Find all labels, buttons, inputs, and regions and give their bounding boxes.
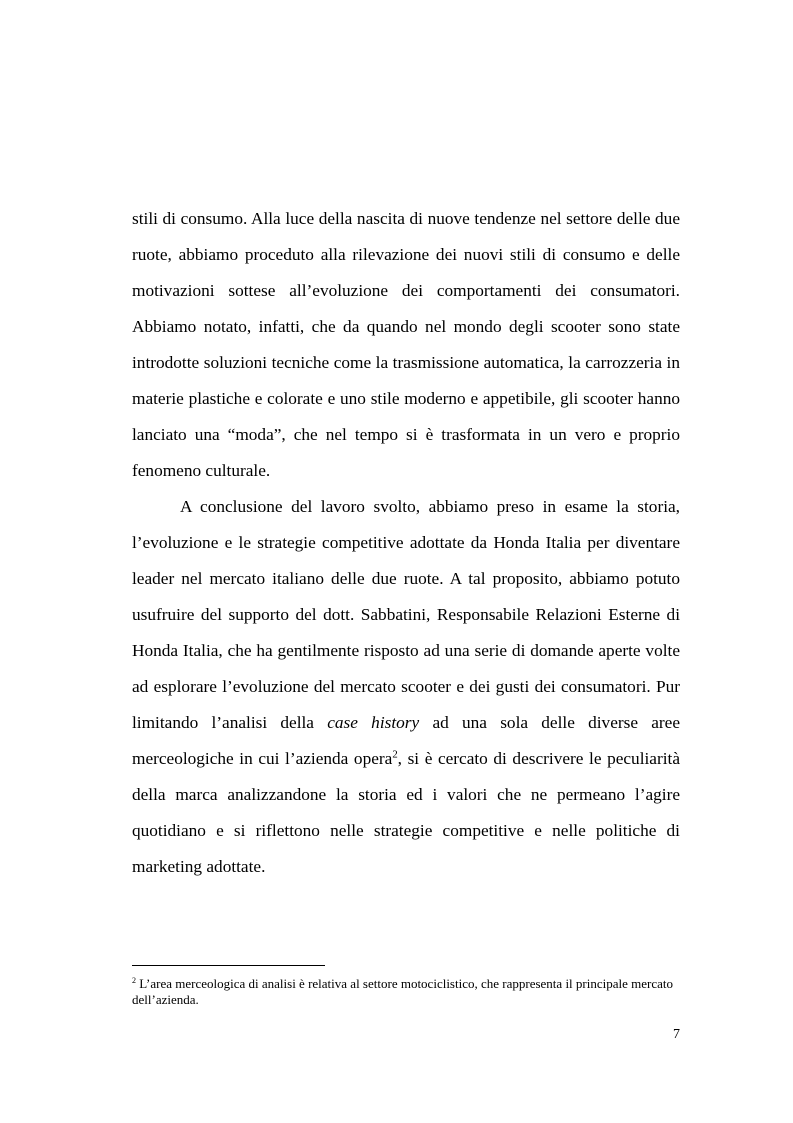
footnote-reference: 2: [392, 748, 398, 761]
paragraph-2-part-2: ad una sola delle diverse aree merceologiche in cui l’azienda opera: [132, 713, 681, 768]
footnote-separator: [132, 965, 325, 966]
page-number: 7: [673, 1027, 680, 1042]
body-text: [132, 201, 680, 885]
paragraph-2-part-1: A conclusione del lavoro svolto, abbiamo preso in esame la storia, l’evoluzione e le strategie competitive adottate da Honda Italia per diventare leader nel mercato italiano delle due ruote. A tal proposito, abbiamo potuto usufruire del supporto del dott. Sabbatini, Responsabile Relazioni Esterne di Honda Italia, che ha gentilmente risposto ad una serie di domande aperte volte ad esplorare l’evoluzione del mercato scooter e dei gusti dei consumatori. Pur limitando l’analisi della: [132, 497, 680, 732]
paragraph-2: [132, 489, 680, 885]
footnote: [132, 976, 680, 1008]
footnote-text: L’area merceologica di analisi è relativa al settore motociclistico, che rappresenta il principale mercato dell’azienda.: [132, 976, 673, 1007]
italic-term: case history: [327, 713, 420, 732]
paragraph-2-part-3: , si è cercato di descrivere le peculiarità della marca analizzandone la storia ed i valori che ne permeano l’agire quotidiano e si riflettono nelle strategie competitive e nelle politiche di marketing adottate.: [132, 749, 680, 876]
paragraph-1: stili di consumo. Alla luce della nascita di nuove tendenze nel settore delle due ruote, abbiamo proceduto alla rilevazione dei nuovi stili di consumo e delle motivazioni sottese all’evoluzione dei comportamenti dei consumatori. Abbiamo notato, infatti, che da quando nel mondo degli scooter sono state introdotte soluzioni tecniche come la trasmissione automatica, la carrozzeria in materie plastiche e colorate e uno stile moderno e appetibile, gli scooter hanno lanciato una “moda”, che nel tempo si è trasformata in un vero e proprio fenomeno culturale.: [132, 209, 680, 480]
footnote-marker: 2: [132, 976, 137, 986]
